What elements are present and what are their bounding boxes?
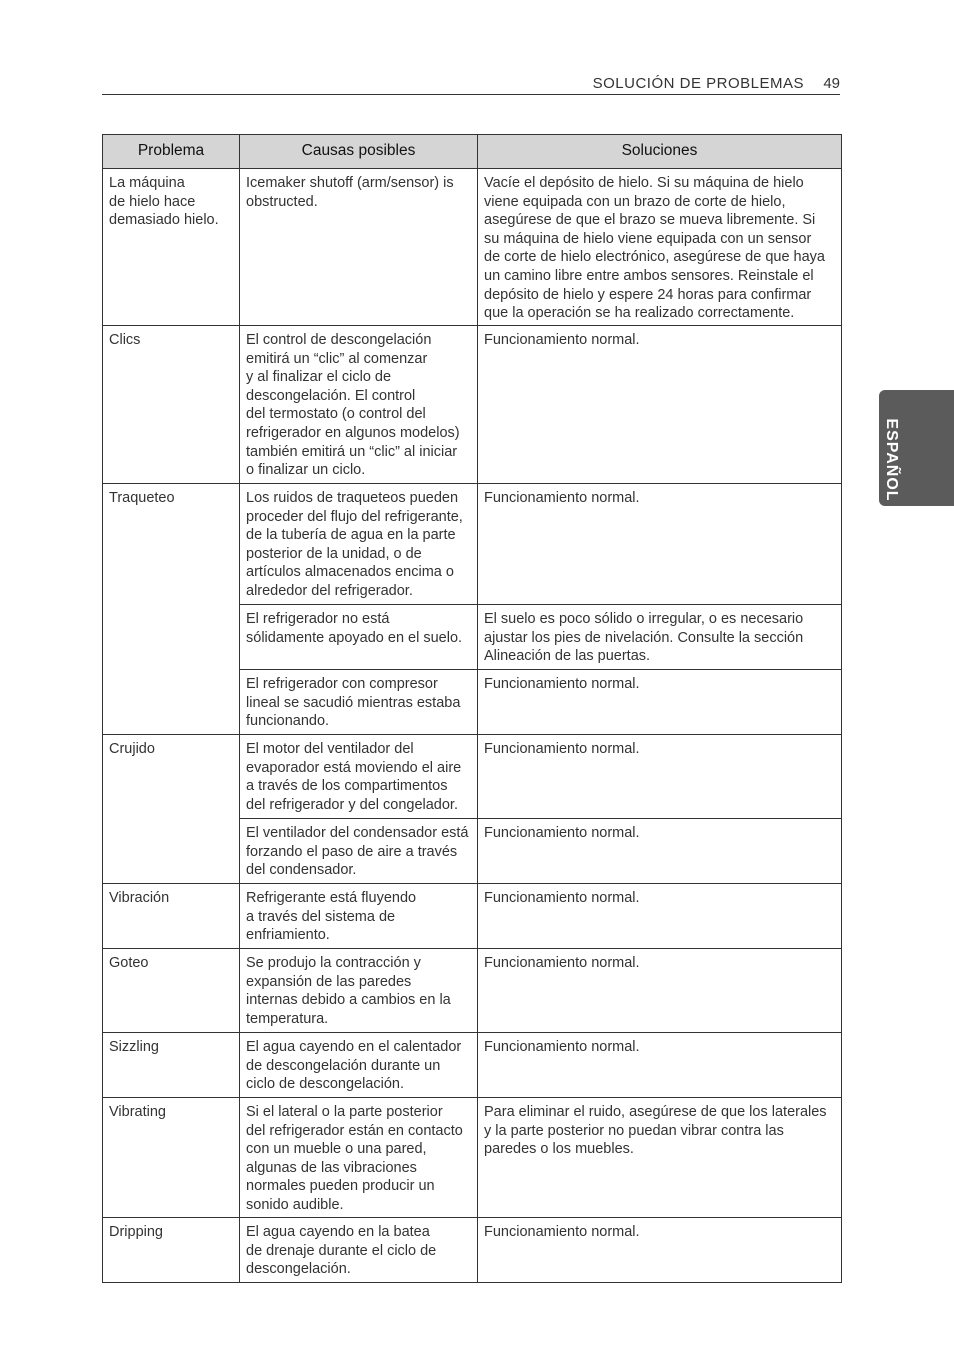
cause-text: Icemaker shutoff (arm/sensor) is obstructed. <box>246 175 454 210</box>
solution-text: Funcionamiento normal. <box>484 676 640 692</box>
troubleshooting-table <box>102 134 842 1283</box>
solution-text: Funcionamiento normal. <box>484 332 640 348</box>
table-row <box>103 735 842 819</box>
cause-cell <box>240 1098 478 1218</box>
cause-cell <box>240 670 478 735</box>
solution-cell <box>478 670 842 735</box>
table-header-row <box>103 135 842 169</box>
cause-text: El refrigerador no está sólidamente apoyado en el suelo. <box>246 611 463 646</box>
cause-text: El control de descongelación emitirá un “clic” al comenzar y al finalizar el ciclo de descongelación. El control del termostato (o control del refrigerador en algunos modelos) también emitirá un “clic” al iniciar o finalizar un ciclo. <box>246 332 460 479</box>
cause-text: Si el lateral o la parte posterior del refrigerador están en contacto con un mueble o una pared, algunas de las vibraciones normales pueden producir un sonido audible. <box>246 1104 463 1213</box>
cause-cell <box>240 605 478 670</box>
solution-text: Para eliminar el ruido, asegúrese de que los laterales y la parte posterior no puedan vibrar contra las paredes o los muebles. <box>484 1104 827 1158</box>
cause-text: El refrigerador con compresor lineal se sacudió mientras estaba funcionando. <box>246 676 461 730</box>
cause-cell <box>240 1218 478 1283</box>
table-row <box>103 169 842 326</box>
problem-cell <box>103 949 240 1033</box>
table-row <box>103 1218 842 1283</box>
cause-cell <box>240 1033 478 1098</box>
solution-text: Funcionamiento normal. <box>484 741 640 757</box>
solution-cell <box>478 1033 842 1098</box>
solution-text: Funcionamiento normal. <box>484 490 640 506</box>
table-row <box>103 484 842 605</box>
table-row <box>103 1098 842 1218</box>
problem-text: Vibrating <box>109 1104 166 1120</box>
table-row <box>103 884 842 949</box>
cause-text: Refrigerante está fluyendo a través del sistema de enfriamiento. <box>246 890 417 944</box>
solution-text: El suelo es poco sólido o irregular, o es necesario ajustar los pies de nivelación. Consulte la sección Alineación de las puertas. <box>484 611 804 665</box>
problem-cell <box>103 1033 240 1098</box>
page-number: 49 <box>823 75 840 92</box>
problem-text: Crujido <box>109 741 155 757</box>
problem-text: Sizzling <box>109 1039 159 1055</box>
solution-cell <box>478 605 842 670</box>
language-tab-label: ESPAÑOL <box>883 418 900 502</box>
solution-text: Funcionamiento normal. <box>484 955 640 971</box>
solution-text: Funcionamiento normal. <box>484 1224 640 1240</box>
cause-cell <box>240 169 478 326</box>
solution-cell <box>478 819 842 884</box>
language-tab <box>879 390 954 506</box>
solution-text: Funcionamiento normal. <box>484 825 640 841</box>
cause-cell <box>240 735 478 819</box>
table-row <box>103 949 842 1033</box>
problem-cell <box>103 884 240 949</box>
problem-cell <box>103 484 240 735</box>
column-header-causas: Causas posibles <box>240 135 478 169</box>
solution-text: Funcionamiento normal. <box>484 890 640 906</box>
solution-cell <box>478 1218 842 1283</box>
page-header <box>102 72 840 95</box>
problem-text: Goteo <box>109 955 149 971</box>
cause-text: El motor del ventilador del evaporador está moviendo el aire a través de los compartimentos del refrigerador y del congelador. <box>246 741 462 813</box>
cause-cell <box>240 484 478 605</box>
problem-text: Clics <box>109 332 141 348</box>
solution-cell <box>478 1098 842 1218</box>
cause-cell <box>240 884 478 949</box>
column-header-soluciones: Soluciones <box>478 135 842 169</box>
cause-text: El ventilador del condensador está forzando el paso de aire a través del condensador. <box>246 825 469 879</box>
cause-text: El agua cayendo en el calentador de descongelación durante un ciclo de descongelación. <box>246 1039 462 1093</box>
section-title: SOLUCIÓN DE PROBLEMAS <box>592 75 804 92</box>
problem-text: Vibración <box>109 890 170 906</box>
problem-cell <box>103 1218 240 1283</box>
solution-cell <box>478 884 842 949</box>
cause-cell <box>240 819 478 884</box>
solution-text: Vacíe el depósito de hielo. Si su máquina de hielo viene equipada con un brazo de corte de hielo, asegúrese de que el brazo se mueva libremente. Si su máquina de hielo viene equipada con un sensor de corte de hielo electrónico, asegúrese de que haya un camino libre entre ambos sensores. Reinstale el depósito de hielo y espere 24 horas para confirmar que la operación se ha realizado correctamente. <box>484 175 825 322</box>
cause-text: El agua cayendo en la batea de drenaje durante el ciclo de descongelación. <box>246 1224 437 1278</box>
table-body <box>103 169 842 1283</box>
problem-text: La máquina de hielo hace demasiado hielo. <box>109 175 219 229</box>
problem-cell <box>103 326 240 484</box>
solution-text: Funcionamiento normal. <box>484 1039 640 1055</box>
solution-cell <box>478 326 842 484</box>
cause-cell <box>240 949 478 1033</box>
problem-cell <box>103 169 240 326</box>
problem-cell <box>103 1098 240 1218</box>
cause-text: Se produjo la contracción y expansión de las paredes internas debido a cambios en la temperatura. <box>246 955 451 1027</box>
solution-cell <box>478 484 842 605</box>
column-header-problema: Problema <box>103 135 240 169</box>
solution-cell <box>478 949 842 1033</box>
table-row <box>103 326 842 484</box>
solution-cell <box>478 169 842 326</box>
problem-text: Traqueteo <box>109 490 175 506</box>
problem-cell <box>103 735 240 884</box>
cause-text: Los ruidos de traqueteos pueden proceder del flujo del refrigerante, de la tubería de agua en la parte posterior de la unidad, o de artículos almacenados encima o alrededor del refrigerador. <box>246 490 463 599</box>
table-row <box>103 1033 842 1098</box>
cause-cell <box>240 326 478 484</box>
problem-text: Dripping <box>109 1224 163 1240</box>
solution-cell <box>478 735 842 819</box>
